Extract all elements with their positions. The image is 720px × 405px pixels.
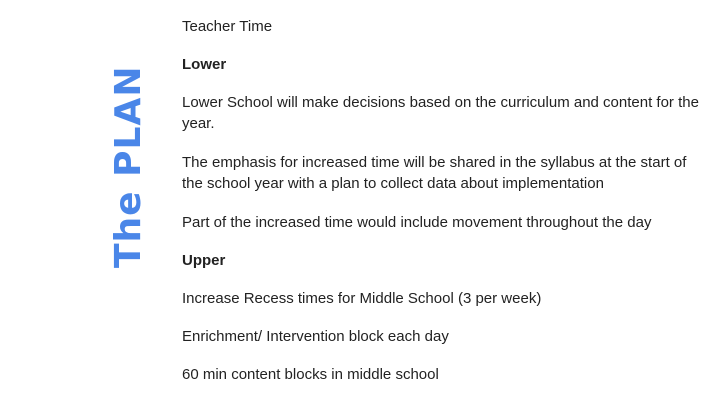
list-item: Increase Recess times for Middle School (3 per week) <box>182 290 542 307</box>
list-item: 60 min content blocks in middle school <box>182 366 439 383</box>
section-heading-lower: Lower <box>182 56 227 73</box>
list-item: The emphasis for increased time will be shared in the syllabus at the start of the school year with a plan to collect data about implementation <box>182 154 687 192</box>
slide-title: The PLAN <box>108 65 149 268</box>
section-heading-upper: Upper <box>182 252 226 269</box>
list-item: Part of the increased time would include movement throughout the day <box>182 214 652 231</box>
list-item: Lower School will make decisions based on the curriculum and content for the year. <box>182 94 699 132</box>
section-label-teacher-time: Teacher Time <box>182 18 273 35</box>
list-item: Enrichment/ Intervention block each day <box>182 328 449 345</box>
